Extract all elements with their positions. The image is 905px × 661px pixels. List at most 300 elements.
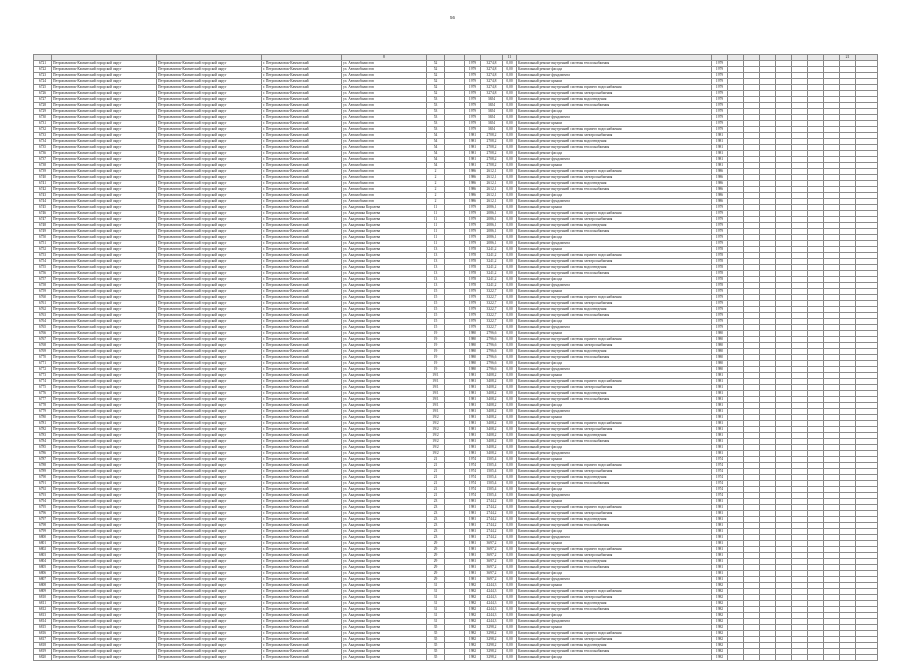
table-cell: 1982 bbox=[712, 601, 728, 607]
table-cell: г. Петропавловск-Камчатский bbox=[262, 397, 342, 403]
table-cell: 1981 bbox=[465, 499, 481, 505]
table-cell: ул. Академика Королева bbox=[342, 229, 427, 235]
table-cell: 3408,2 bbox=[481, 439, 503, 445]
table-cell: Капитальный ремонт внутренней системы электроснабжения bbox=[517, 133, 712, 139]
table-cell: 4244,3 bbox=[481, 589, 503, 595]
table-cell: 2744,2 bbox=[481, 535, 503, 541]
table-cell: Петропавловск-Камчатский городской округ bbox=[157, 247, 262, 253]
table-cell: ул. Автомобилистов bbox=[342, 199, 427, 205]
table-cell: г. Петропавловск-Камчатский bbox=[262, 439, 342, 445]
table-cell: 1981 bbox=[712, 499, 728, 505]
table-cell: 1979 bbox=[712, 127, 728, 133]
table-cell bbox=[840, 655, 856, 661]
table-cell: г. Петропавловск-Камчатский bbox=[262, 73, 342, 79]
table-cell: 21 bbox=[427, 475, 445, 481]
table-cell: 1981 bbox=[465, 529, 481, 535]
table-cell: ул. Академика Королева bbox=[342, 619, 427, 625]
table-cell: ул. Академика Королева bbox=[342, 337, 427, 343]
table-cell: Капитальный ремонт фасада bbox=[517, 151, 712, 157]
table-cell: Петропавловск-Камчатский городской округ bbox=[157, 643, 262, 649]
table-cell: Капитальный ремонт внутренней системы электроснабжения bbox=[517, 553, 712, 559]
table-cell: Петропавловск-Камчатский городской округ bbox=[52, 265, 157, 271]
table-cell: 0,00 bbox=[503, 445, 517, 451]
table-cell: ул. Академика Королева bbox=[342, 565, 427, 571]
table-cell: 1979 bbox=[712, 295, 728, 301]
table-cell: 0,00 bbox=[503, 481, 517, 487]
table-cell: 2708,2 bbox=[481, 151, 503, 157]
table-cell: 2 bbox=[427, 175, 445, 181]
table-cell: 3408,2 bbox=[481, 391, 503, 397]
table-cell: Петропавловск-Камчатский городской округ bbox=[157, 73, 262, 79]
table-cell: Капитальный ремонт внутренней системы водоотведения bbox=[517, 181, 712, 187]
table-cell: ул. Автомобилистов bbox=[342, 127, 427, 133]
table-cell: ул. Академика Королева bbox=[342, 517, 427, 523]
table-cell: 1981 bbox=[465, 373, 481, 379]
table-cell: 6773 bbox=[34, 373, 52, 379]
table-cell: 1981 bbox=[712, 379, 728, 385]
table-cell: 2796,6 bbox=[481, 349, 503, 355]
table-cell: ул. Автомобилистов bbox=[342, 139, 427, 145]
table-cell: Капитальный ремонт крыши bbox=[517, 205, 712, 211]
table-cell: 6793 bbox=[34, 493, 52, 499]
table-cell: 1505,4 bbox=[481, 475, 503, 481]
table-cell: ул. Академика Королева bbox=[342, 649, 427, 655]
table-cell: Петропавловск-Камчатский городской округ bbox=[157, 139, 262, 145]
table-cell: ул. Автомобилистов bbox=[342, 97, 427, 103]
table-cell: Петропавловск-Камчатский городской округ bbox=[52, 409, 157, 415]
table-cell: Петропавловск-Камчатский городской округ bbox=[52, 85, 157, 91]
table-cell: ул. Академика Королева bbox=[342, 421, 427, 427]
table-cell: Петропавловск-Камчатский городской округ bbox=[52, 145, 157, 151]
table-cell: 52 bbox=[427, 67, 445, 73]
table-cell: 11 bbox=[427, 211, 445, 217]
table-cell: 6819 bbox=[34, 649, 52, 655]
table-cell: 2612,1 bbox=[481, 181, 503, 187]
table-cell: ул. Академика Королева bbox=[342, 475, 427, 481]
table-cell: 1981 bbox=[465, 385, 481, 391]
table-cell: 6803 bbox=[34, 553, 52, 559]
table-cell: Капитальный ремонт внутренней системы горячего водоснабжения bbox=[517, 211, 712, 217]
table-cell: Петропавловск-Камчатский городской округ bbox=[157, 559, 262, 565]
table-cell: Петропавловск-Камчатский городской округ bbox=[52, 163, 157, 169]
table-cell: 2086,1 bbox=[481, 223, 503, 229]
table-cell: 31 bbox=[427, 601, 445, 607]
table-cell bbox=[792, 655, 808, 661]
table-cell: 1981 bbox=[465, 577, 481, 583]
table-cell: Петропавловск-Камчатский городской округ bbox=[157, 217, 262, 223]
table-cell: 1981 bbox=[465, 571, 481, 577]
table-cell: г. Петропавловск-Камчатский bbox=[262, 301, 342, 307]
table-cell: Петропавловск-Камчатский городской округ bbox=[157, 133, 262, 139]
table-cell: 6770 bbox=[34, 355, 52, 361]
table-cell: 3322,7 bbox=[481, 313, 503, 319]
table-cell: ул. Академика Королева bbox=[342, 217, 427, 223]
table-cell: Петропавловск-Камчатский городской округ bbox=[157, 145, 262, 151]
table-cell: 0,00 bbox=[503, 151, 517, 157]
table-cell: Капитальный ремонт внутренней системы электроснабжения bbox=[517, 175, 712, 181]
table-cell: 52 bbox=[427, 61, 445, 67]
table-cell: 19/1 bbox=[427, 403, 445, 409]
table-cell: 6759 bbox=[34, 289, 52, 295]
table-cell: Петропавловск-Камчатский городской округ bbox=[52, 481, 157, 487]
table-cell: 1982 bbox=[465, 649, 481, 655]
table-cell: 3408,2 bbox=[481, 451, 503, 457]
table-cell: 1981 bbox=[712, 577, 728, 583]
table-cell: ул. Автомобилистов bbox=[342, 175, 427, 181]
table-cell: 1981 bbox=[465, 427, 481, 433]
table-cell: г. Петропавловск-Камчатский bbox=[262, 283, 342, 289]
table-cell: 1980 bbox=[465, 355, 481, 361]
table-cell: Капитальный ремонт внутренней системы электроснабжения bbox=[517, 595, 712, 601]
table-cell: 1982 bbox=[465, 601, 481, 607]
table-cell: 1981 bbox=[465, 511, 481, 517]
table-cell: Петропавловск-Камчатский городской округ bbox=[52, 253, 157, 259]
table-cell: Петропавловск-Камчатский городской округ bbox=[157, 589, 262, 595]
table-cell: 31 bbox=[427, 613, 445, 619]
table-cell: ул. Академика Королева bbox=[342, 403, 427, 409]
table-cell: Петропавловск-Камчатский городской округ bbox=[52, 133, 157, 139]
table-cell: Петропавловск-Камчатский городской округ bbox=[157, 289, 262, 295]
table-cell: 6739 bbox=[34, 169, 52, 175]
table-cell: г. Петропавловск-Камчатский bbox=[262, 241, 342, 247]
table-cell: Петропавловск-Камчатский городской округ bbox=[52, 577, 157, 583]
table-cell: 35 bbox=[427, 631, 445, 637]
table-cell: Капитальный ремонт фасада bbox=[517, 571, 712, 577]
table-cell: 0,00 bbox=[503, 499, 517, 505]
table-cell: Петропавловск-Камчатский городской округ bbox=[157, 283, 262, 289]
table-cell: г. Петропавловск-Камчатский bbox=[262, 523, 342, 529]
table-cell: 1982 bbox=[465, 589, 481, 595]
table-cell: Петропавловск-Камчатский городской округ bbox=[157, 79, 262, 85]
table-cell: 1982 bbox=[712, 613, 728, 619]
table-cell: 0,00 bbox=[503, 217, 517, 223]
table-row bbox=[34, 655, 878, 661]
table-cell: Капитальный ремонт фундамента bbox=[517, 199, 712, 205]
table-cell: 1979 bbox=[712, 211, 728, 217]
table-cell: г. Петропавловск-Камчатский bbox=[262, 511, 342, 517]
table-cell: ул. Академика Королева bbox=[342, 643, 427, 649]
table-cell: Капитальный ремонт внутренней системы горячего водоснабжения bbox=[517, 505, 712, 511]
table-cell: г. Петропавловск-Камчатский bbox=[262, 259, 342, 265]
table-cell: г. Петропавловск-Камчатский bbox=[262, 121, 342, 127]
table-cell: 1979 bbox=[465, 115, 481, 121]
table-cell: Петропавловск-Камчатский городской округ bbox=[157, 445, 262, 451]
table-cell: ул. Академика Королева bbox=[342, 505, 427, 511]
table-cell: ул. Академика Королева bbox=[342, 379, 427, 385]
table-cell: Петропавловск-Камчатский городской округ bbox=[157, 265, 262, 271]
table-cell: Петропавловск-Камчатский городской округ bbox=[52, 241, 157, 247]
table-cell: г. Петропавловск-Камчатский bbox=[262, 103, 342, 109]
header-cell: 11 bbox=[503, 55, 517, 61]
table-cell: Петропавловск-Камчатский городской округ bbox=[157, 157, 262, 163]
table-cell: 3298,2 bbox=[481, 625, 503, 631]
table-cell: Петропавловск-Камчатский городской округ bbox=[157, 187, 262, 193]
table-cell: 6758 bbox=[34, 283, 52, 289]
table-cell: 1979 bbox=[465, 211, 481, 217]
table-cell: Капитальный ремонт внутренней системы электроснабжения bbox=[517, 343, 712, 349]
table-cell: 1981 bbox=[465, 541, 481, 547]
table-cell: г. Петропавловск-Камчатский bbox=[262, 343, 342, 349]
table-cell: 3322,7 bbox=[481, 325, 503, 331]
table-cell: 2796,6 bbox=[481, 355, 503, 361]
table-cell: 3408,2 bbox=[481, 409, 503, 415]
table-cell: 1982 bbox=[712, 583, 728, 589]
table-cell: ул. Академика Королева bbox=[342, 559, 427, 565]
table-cell: 1981 bbox=[712, 385, 728, 391]
table-cell: 1981 bbox=[712, 505, 728, 511]
table-cell: Петропавловск-Камчатский городской округ bbox=[157, 115, 262, 121]
table-cell: 1978 bbox=[712, 265, 728, 271]
table-cell: 1974 bbox=[465, 457, 481, 463]
table-cell: 3241,2 bbox=[481, 247, 503, 253]
table-cell: 1986 bbox=[465, 169, 481, 175]
table-cell: г. Петропавловск-Камчатский bbox=[262, 289, 342, 295]
table-cell: 1979 bbox=[465, 319, 481, 325]
table-cell: 1981 bbox=[465, 517, 481, 523]
table-cell: 6802 bbox=[34, 547, 52, 553]
table-cell: 0,00 bbox=[503, 565, 517, 571]
table-cell: Петропавловск-Камчатский городской округ bbox=[52, 187, 157, 193]
table-cell: Капитальный ремонт внутренней системы водоотведения bbox=[517, 97, 712, 103]
table-cell: 1979 bbox=[465, 73, 481, 79]
table-cell: г. Петропавловск-Камчатский bbox=[262, 169, 342, 175]
table-cell: 6754 bbox=[34, 259, 52, 265]
table-cell: Петропавловск-Камчатский городской округ bbox=[157, 211, 262, 217]
table-cell: Петропавловск-Камчатский городской округ bbox=[157, 571, 262, 577]
table-cell: ул. Академика Королева bbox=[342, 523, 427, 529]
table-cell: Капитальный ремонт фундамента bbox=[517, 493, 712, 499]
table-cell: 0,00 bbox=[503, 133, 517, 139]
table-cell: 0,00 bbox=[503, 631, 517, 637]
table-cell: ул. Автомобилистов bbox=[342, 115, 427, 121]
table-cell: Капитальный ремонт фундамента bbox=[517, 535, 712, 541]
table-cell: 1982 bbox=[465, 595, 481, 601]
table-cell: 1981 bbox=[465, 559, 481, 565]
table-cell: 6750 bbox=[34, 235, 52, 241]
table-cell: 6743 bbox=[34, 193, 52, 199]
table-cell: 54 bbox=[427, 139, 445, 145]
table-cell: Капитальный ремонт внутренней системы водоотведения bbox=[517, 265, 712, 271]
table-cell: 1979 bbox=[712, 115, 728, 121]
table-cell: Петропавловск-Камчатский городской округ bbox=[157, 343, 262, 349]
table-cell: г. Петропавловск-Камчатский bbox=[262, 643, 342, 649]
table-cell: 1981 bbox=[712, 535, 728, 541]
table-cell: 6782 bbox=[34, 427, 52, 433]
table-cell: 6746 bbox=[34, 211, 52, 217]
table-cell: 1981 bbox=[712, 547, 728, 553]
table-cell: 1981 bbox=[712, 421, 728, 427]
table-cell: г. Петропавловск-Камчатский bbox=[262, 265, 342, 271]
table-cell: Петропавловск-Камчатский городской округ bbox=[157, 469, 262, 475]
table-cell: г. Петропавловск-Камчатский bbox=[262, 601, 342, 607]
table-cell: 6810 bbox=[34, 595, 52, 601]
table-cell: 4244,3 bbox=[481, 583, 503, 589]
table-cell: Петропавловск-Камчатский городской округ bbox=[157, 67, 262, 73]
table-cell: Петропавловск-Камчатский городской округ bbox=[157, 271, 262, 277]
table-cell: 1981 bbox=[465, 391, 481, 397]
table-cell: Петропавловск-Камчатский городской округ bbox=[157, 457, 262, 463]
table-cell: 31 bbox=[427, 607, 445, 613]
table-cell: 2708,2 bbox=[481, 157, 503, 163]
table-cell: 3298,2 bbox=[481, 631, 503, 637]
table-cell: 6723 bbox=[34, 73, 52, 79]
table-cell bbox=[824, 655, 840, 661]
table-cell: 23 bbox=[427, 499, 445, 505]
table-cell: 2744,2 bbox=[481, 517, 503, 523]
table-cell: Капитальный ремонт крыши bbox=[517, 79, 712, 85]
table-cell: 6813 bbox=[34, 613, 52, 619]
table-cell: 6797 bbox=[34, 517, 52, 523]
table-cell: Петропавловск-Камчатский городской округ bbox=[52, 331, 157, 337]
table-cell: 6761 bbox=[34, 301, 52, 307]
table-cell: 6755 bbox=[34, 265, 52, 271]
table-cell: 1980 bbox=[465, 331, 481, 337]
table-cell: 1981 bbox=[465, 151, 481, 157]
table-cell: 0,00 bbox=[503, 97, 517, 103]
table-cell: г. Петропавловск-Камчатский bbox=[262, 589, 342, 595]
table-cell: 11 bbox=[427, 235, 445, 241]
table-cell: 0,00 bbox=[503, 271, 517, 277]
table-cell: 1979 bbox=[465, 91, 481, 97]
table-cell: Капитальный ремонт крыши bbox=[517, 121, 712, 127]
table-cell: ул. Академика Королева bbox=[342, 433, 427, 439]
table-cell: Капитальный ремонт крыши bbox=[517, 625, 712, 631]
table-cell: Капитальный ремонт внутренней системы электроснабжения bbox=[517, 217, 712, 223]
table-cell: г. Петропавловск-Камчатский bbox=[262, 595, 342, 601]
table-cell: 6757 bbox=[34, 277, 52, 283]
table-cell: 6783 bbox=[34, 433, 52, 439]
table-cell: ул. Академика Королева bbox=[342, 349, 427, 355]
table-cell: Петропавловск-Камчатский городской округ bbox=[52, 109, 157, 115]
table-cell: Капитальный ремонт крыши bbox=[517, 373, 712, 379]
table-cell: 6777 bbox=[34, 397, 52, 403]
table-cell: 6772 bbox=[34, 367, 52, 373]
table-cell: Капитальный ремонт внутренней системы горячего водоснабжения bbox=[517, 421, 712, 427]
table-cell: 6762 bbox=[34, 307, 52, 313]
table-cell: 21 bbox=[427, 481, 445, 487]
table-cell: 6763 bbox=[34, 313, 52, 319]
table-cell: Капитальный ремонт внутренней системы водоотведения bbox=[517, 475, 712, 481]
table-cell: 1974 bbox=[712, 481, 728, 487]
table-cell: г. Петропавловск-Камчатский bbox=[262, 463, 342, 469]
table-cell: Петропавловск-Камчатский городской округ bbox=[157, 337, 262, 343]
table-cell: 0,00 bbox=[503, 85, 517, 91]
table-cell: г. Петропавловск-Камчатский bbox=[262, 229, 342, 235]
table-cell: Петропавловск-Камчатский городской округ bbox=[157, 463, 262, 469]
table-cell: 31 bbox=[427, 595, 445, 601]
table-cell: 11 bbox=[427, 223, 445, 229]
table-cell: Петропавловск-Камчатский городской округ bbox=[157, 541, 262, 547]
table-cell: 0,00 bbox=[503, 247, 517, 253]
table-cell: Капитальный ремонт фундамента bbox=[517, 157, 712, 163]
table-cell: 6767 bbox=[34, 337, 52, 343]
table-cell: г. Петропавловск-Камчатский bbox=[262, 517, 342, 523]
table-cell: г. Петропавловск-Камчатский bbox=[262, 421, 342, 427]
table-cell: 0,00 bbox=[503, 517, 517, 523]
table-cell: Петропавловск-Камчатский городской округ bbox=[52, 523, 157, 529]
table-cell: 1980 bbox=[712, 331, 728, 337]
table-cell: 0,00 bbox=[503, 451, 517, 457]
table-cell: Капитальный ремонт фундамента bbox=[517, 619, 712, 625]
table-cell: Петропавловск-Камчатский городской округ bbox=[52, 421, 157, 427]
table-cell: 2086,1 bbox=[481, 241, 503, 247]
table-cell: 6765 bbox=[34, 325, 52, 331]
table-cell: 1986 bbox=[712, 193, 728, 199]
table-cell: Петропавловск-Камчатский городской округ bbox=[52, 199, 157, 205]
table-cell: Капитальный ремонт фасада bbox=[517, 235, 712, 241]
table-cell: Петропавловск-Камчатский городской округ bbox=[52, 601, 157, 607]
table-cell: Петропавловск-Камчатский городской округ bbox=[157, 235, 262, 241]
table-cell: Петропавловск-Камчатский городской округ bbox=[52, 127, 157, 133]
table-cell: 0,00 bbox=[503, 379, 517, 385]
table-cell: г. Петропавловск-Камчатский bbox=[262, 625, 342, 631]
table-cell: Петропавловск-Камчатский городской округ bbox=[52, 73, 157, 79]
table-cell: Петропавловск-Камчатский городской округ bbox=[157, 415, 262, 421]
table-cell: ул. Автомобилистов bbox=[342, 67, 427, 73]
table-cell: Петропавловск-Камчатский городской округ bbox=[157, 97, 262, 103]
table-cell: 0,00 bbox=[503, 589, 517, 595]
table-cell: ул. Академика Королева bbox=[342, 283, 427, 289]
table-cell: г. Петропавловск-Камчатский bbox=[262, 163, 342, 169]
table-cell: 1980 bbox=[712, 367, 728, 373]
table-cell: 1981 bbox=[712, 133, 728, 139]
table-cell: ул. Автомобилистов bbox=[342, 163, 427, 169]
table-cell: 1980 bbox=[465, 361, 481, 367]
table-cell: 2744,2 bbox=[481, 511, 503, 517]
table-cell: 1982 bbox=[712, 643, 728, 649]
table-cell: 1981 bbox=[712, 433, 728, 439]
table-cell: г. Петропавловск-Камчатский bbox=[262, 409, 342, 415]
table-cell: Капитальный ремонт внутренней системы водоотведения bbox=[517, 559, 712, 565]
table-cell: 6811 bbox=[34, 601, 52, 607]
table-cell: г. Петропавловск-Камчатский bbox=[262, 235, 342, 241]
table-cell: 1981 bbox=[712, 541, 728, 547]
table-cell: Петропавловск-Камчатский городской округ bbox=[157, 241, 262, 247]
table-cell: Петропавловск-Камчатский городской округ bbox=[52, 181, 157, 187]
table-cell: Петропавловск-Камчатский городской округ bbox=[52, 505, 157, 511]
table-cell: 1981 bbox=[465, 451, 481, 457]
table-cell: Капитальный ремонт фасада bbox=[517, 193, 712, 199]
table-cell: 3274,8 bbox=[481, 61, 503, 67]
table-cell: Петропавловск-Камчатский городской округ bbox=[157, 403, 262, 409]
table-cell: Петропавловск-Камчатский городской округ bbox=[157, 193, 262, 199]
table-cell: г. Петропавловск-Камчатский bbox=[262, 487, 342, 493]
table-cell: ул. Академика Королева bbox=[342, 463, 427, 469]
table-cell: 2796,6 bbox=[481, 343, 503, 349]
table-cell: 1979 bbox=[465, 223, 481, 229]
table-cell: Петропавловск-Камчатский городской округ bbox=[157, 331, 262, 337]
table-cell: 0,00 bbox=[503, 373, 517, 379]
table-cell: Петропавловск-Камчатский городской округ bbox=[157, 61, 262, 67]
table-cell: 6804 bbox=[34, 559, 52, 565]
table-cell: 52 bbox=[427, 91, 445, 97]
table-cell: 2708,2 bbox=[481, 145, 503, 151]
table-cell: 53 bbox=[427, 109, 445, 115]
table-cell: Петропавловск-Камчатский городской округ bbox=[52, 355, 157, 361]
document-sheet bbox=[33, 54, 878, 661]
table-cell: г. Петропавловск-Камчатский bbox=[262, 385, 342, 391]
table-cell: 1981 bbox=[465, 133, 481, 139]
table-cell: Капитальный ремонт внутренней системы горячего водоснабжения bbox=[517, 295, 712, 301]
table-cell: Петропавловск-Камчатский городской округ bbox=[157, 535, 262, 541]
table-cell: Петропавловск-Камчатский городской округ bbox=[157, 295, 262, 301]
table-cell: ул. Академика Королева bbox=[342, 625, 427, 631]
table-cell: 19/1 bbox=[427, 379, 445, 385]
table-cell: г. Петропавловск-Камчатский bbox=[262, 469, 342, 475]
table-cell: 1978 bbox=[712, 259, 728, 265]
table-cell: 54 bbox=[427, 145, 445, 151]
table-cell: Капитальный ремонт внутренней системы горячего водоснабжения bbox=[517, 169, 712, 175]
